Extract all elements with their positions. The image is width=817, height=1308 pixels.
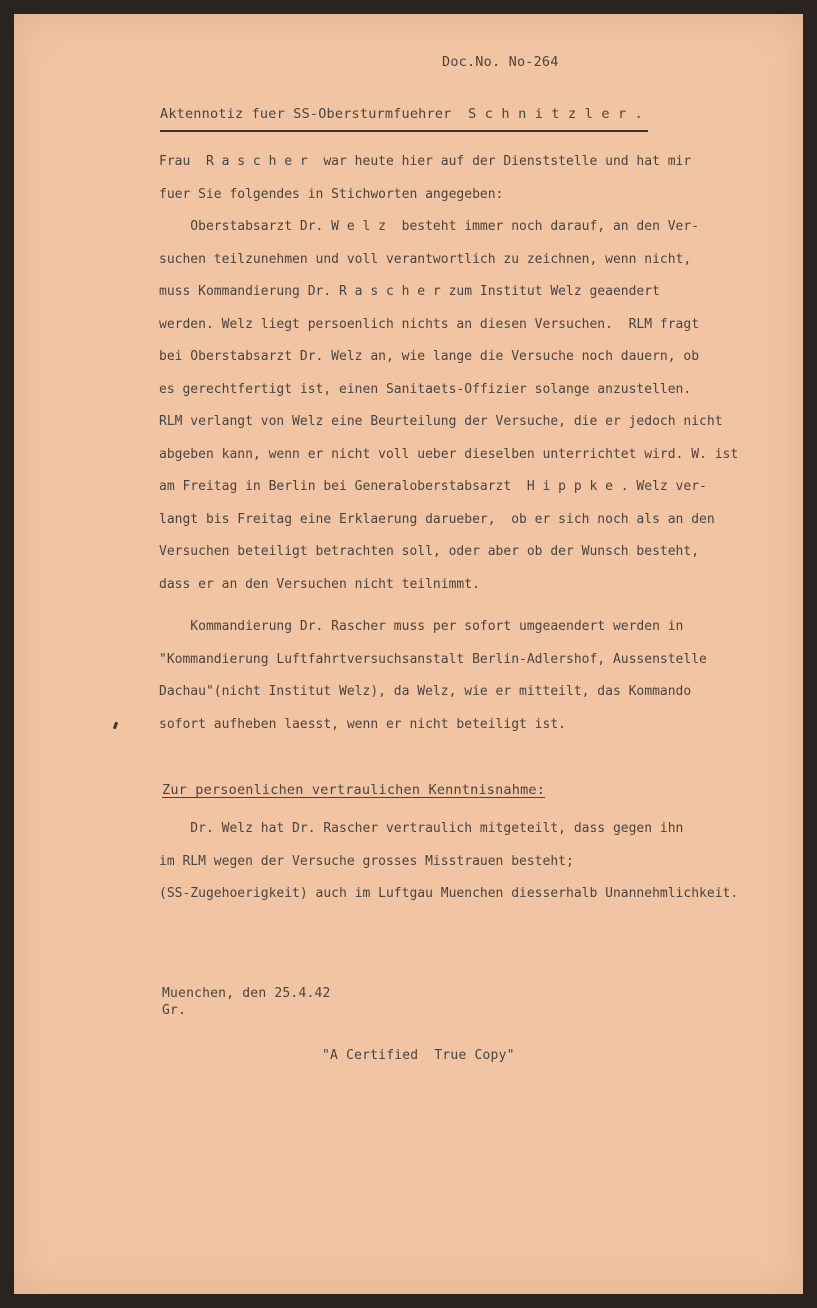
text-line: werden. Welz liegt persoenlich nichts an diesen Versuchen. RLM fragt	[159, 316, 700, 332]
text-line: es gerechtfertigt ist, einen Sanitaets-Offizier solange anzustellen.	[159, 381, 692, 397]
text-line: suchen teilzunehmen und voll verantwortlich zu zeichnen, wenn nicht,	[159, 251, 692, 267]
text-line: (SS-Zugehoerigkeit) auch im Luftgau Muenchen diesserhalb Unannehmlichkeit.	[159, 886, 739, 901]
text-line: bei Oberstabsarzt Dr. Welz an, wie lange die Versuche noch dauern, ob	[159, 349, 700, 364]
body-paragraph-3	[159, 813, 738, 911]
section-heading: Zur persoenlichen vertraulichen Kenntnisnahme:	[162, 782, 546, 798]
certification-stamp: "A Certified True Copy"	[322, 1048, 515, 1063]
ink-speck	[113, 722, 118, 730]
text-line: Frau R a s c h e r war heute hier auf der Dienststelle und hat mir	[159, 154, 692, 169]
text-line: im RLM wegen der Versuche grosses Misstrauen besteht;	[159, 853, 574, 869]
text-line: Versuchen beteiligt betrachten soll, oder aber ob der Wunsch besteht,	[159, 544, 700, 559]
title-underline	[160, 130, 648, 132]
document-page	[14, 14, 803, 1294]
text-line: Oberstabsarzt Dr. W e l z besteht immer noch darauf, an den Ver-	[159, 219, 700, 234]
text-line: muss Kommandierung Dr. R a s c h e r zum Institut Welz geaendert	[159, 284, 660, 299]
text-line: sofort aufheben laesst, wenn er nicht beteiligt ist.	[159, 716, 566, 732]
text-line: dass er an den Versuchen nicht teilnimmt.	[159, 576, 480, 592]
text-line: langt bis Freitag eine Erklaerung darueber, ob er sich noch als an den	[159, 511, 715, 527]
document-number: Doc.No. No-264	[442, 54, 559, 70]
place-date: Muenchen, den 25.4.42	[162, 986, 331, 1001]
text-line: "Kommandierung Luftfahrtversuchsanstalt Berlin-Adlershof, Aussenstelle	[159, 651, 707, 667]
text-line: Kommandierung Dr. Rascher muss per sofort umgeaendert werden in	[159, 619, 684, 634]
body-paragraph-2	[159, 611, 707, 741]
text-line: Dachau"(nicht Institut Welz), da Welz, wie er mitteilt, das Kommando	[159, 684, 692, 699]
initials: Gr.	[162, 1003, 187, 1018]
memo-title: Aktennotiz fuer SS-Obersturmfuehrer S c h n i t z l e r .	[160, 106, 644, 122]
body-paragraph-1	[159, 146, 738, 601]
text-line: fuer Sie folgendes in Stichworten angegeben:	[159, 186, 504, 202]
text-line: abgeben kann, wenn er nicht voll ueber dieselben unterrichtet wird. W. ist	[159, 446, 739, 462]
text-line: Dr. Welz hat Dr. Rascher vertraulich mitgeteilt, dass gegen ihn	[159, 821, 684, 836]
text-line: RLM verlangt von Welz eine Beurteilung der Versuche, die er jedoch nicht	[159, 414, 723, 429]
text-line: am Freitag in Berlin bei Generaloberstabsarzt H i p p k e . Welz ver-	[159, 479, 707, 494]
